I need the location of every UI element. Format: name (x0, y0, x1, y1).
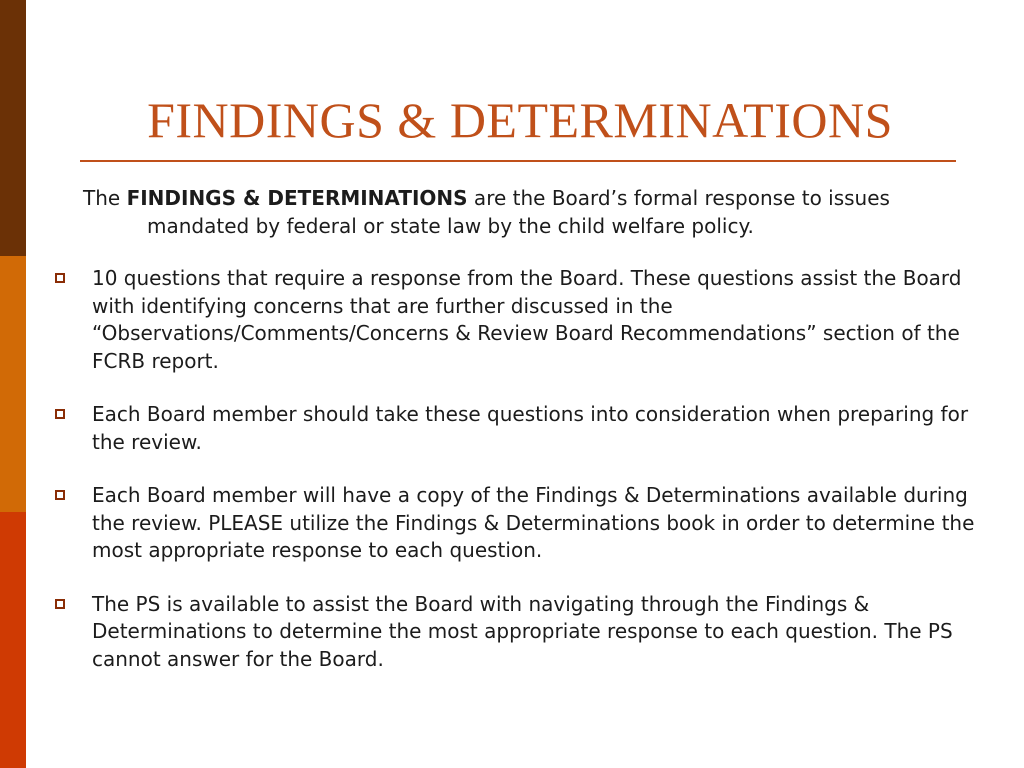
bullet-list (52, 265, 982, 673)
slide-title: FINDINGS & DETERMINATIONS (147, 92, 893, 148)
intro-paragraph (52, 185, 982, 240)
bullet-text: The PS is available to assist the Board with navigating through the Findings & Determinations to determine the most appropriate response to each question. The PS cannot answer for the Board. (92, 591, 953, 671)
bullet-text: Each Board member will have a copy of the Findings & Determinations available during the review. PLEASE utilize the Findings & Determinations book in order to determine the most appropriate response to each question. (92, 483, 975, 562)
slide-body (52, 185, 982, 699)
intro-prefix: The (83, 186, 127, 210)
side-bar-red (0, 512, 26, 768)
square-bullet-icon (55, 490, 65, 500)
bullet-text: Each Board member should take these questions into consideration when preparing for the review. (92, 402, 969, 454)
bullet-item (52, 482, 982, 565)
square-bullet-icon (55, 273, 65, 283)
bullet-text: 10 questions that require a response from the Board. These questions assist the Board with identifying concerns that are further discussed in the “Observations/Comments/Concerns & Review Board Recommendations” section of the FCRB report. (92, 266, 962, 373)
bullet-item (52, 591, 982, 674)
bullet-item (52, 265, 982, 375)
title-divider (80, 160, 956, 162)
intro-rest: are the Board’s formal response to issues mandated by federal or state law by the child welfare policy. (147, 186, 890, 238)
square-bullet-icon (55, 599, 65, 609)
square-bullet-icon (55, 409, 65, 419)
side-bar-orange (0, 256, 26, 512)
intro-bold-term: FINDINGS & DETERMINATIONS (126, 186, 468, 210)
bullet-item (52, 401, 982, 456)
side-bar-dark-brown (0, 0, 26, 256)
